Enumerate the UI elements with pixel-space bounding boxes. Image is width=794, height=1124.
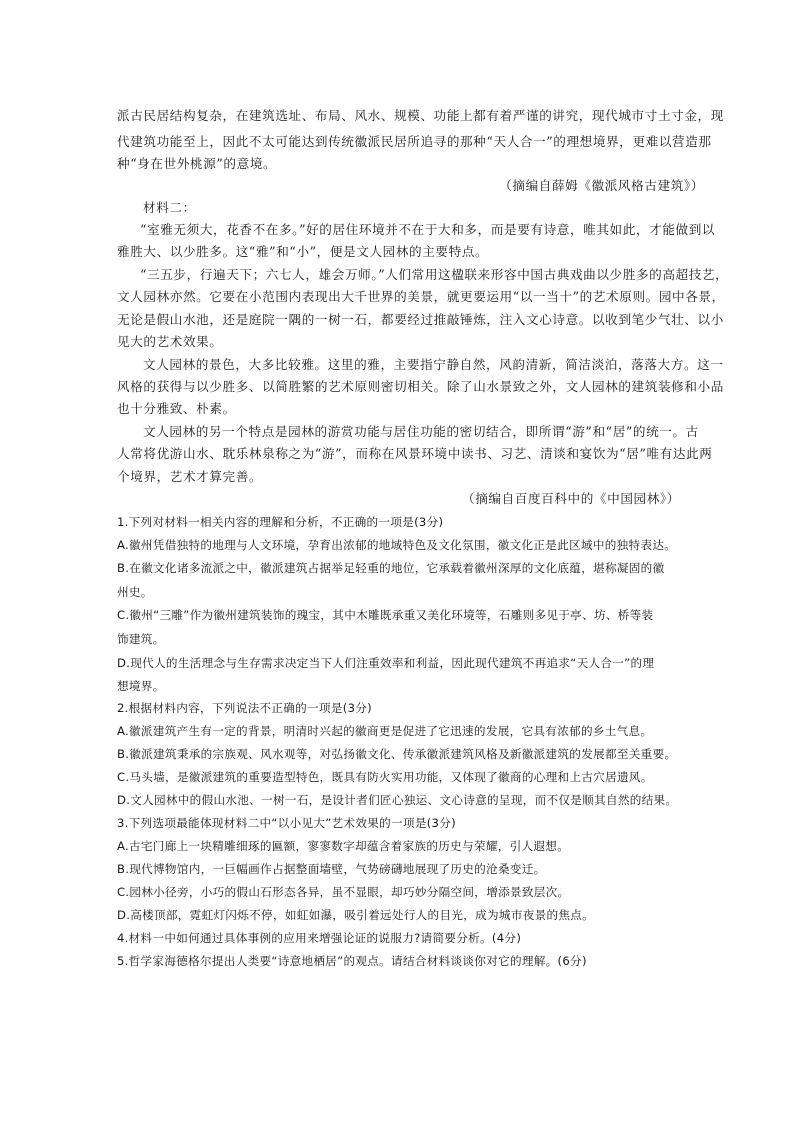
material2-line: 无论是假山水池，还是庭院一隅的一树一石，都要经过推敲锤炼，注入文心诗意。以收到笔少气壮、以小 [117,312,724,327]
material2-line: 人常将优游山水、耽乐林泉称之为“游”，而称在风景环境中读书、习艺、清谈和宴饮为“居”唯有达此两 [117,446,713,461]
question-2-option-a: A.徽派建筑产生有一定的背景，明清时兴起的徽商更是促进了它迅速的发展，它具有浓郁的乡土气息。 [117,724,653,738]
question-2-stem: 2.根据材料内容，下列说法不正确的一项是(3分) [117,701,372,715]
question-1-option-d: D.现代人的生活理念与生存需求决定当下人们注重效率和利益，因此现代建筑不再追求“天人合一”的理 [117,656,655,670]
question-2-option-d: D.文人园林中的假山水池、一树一石，是设计者们匠心独运、文心诗意的呈现，而不仅是顺其自然的结果。 [117,793,678,807]
material2-source: （摘编自百度百科中的《中国园林》） [462,491,680,506]
question-1-option-b-cont: 州史。 [117,585,153,599]
question-1-stem: 1.下列对材料一相关内容的理解和分析，不正确的一项是(3分) [117,515,444,529]
question-3-stem: 3.下列选项最能体现材料二中“以小见大”艺术效果的一项是(3分) [117,816,456,830]
material1-source: （摘编自薛姆《徽派风格古建筑》） [499,178,704,193]
material2-line: 文人园林的景色，大多比较雅。这里的雅，主要指宁静自然，风韵清新，简洁淡泊，落落大方。这一 [143,357,724,372]
question-3-option-d: D.高楼顶部，霓虹灯闪烁不停，如虹如瀑，吸引着远处行人的目光，成为城市夜景的焦点。 [117,908,595,922]
question-1-option-b: B.在徽文化诸多流派之中，徽派建筑占据举足轻重的地位，它承载着徽州深厚的文化底蕴，堪称凝固的徽 [117,561,665,575]
material2-line: “室雅无须大，花香不在多。”好的居住环境并不在于大和多，而是要有诗意，唯其如此，才能做到以 [140,222,716,237]
question-4-stem: 4.材料一中如何通过具体事例的应用来增强论证的说服力?请简要分析。(4分) [117,931,522,945]
question-1-option-c-cont: 饰建筑。 [117,632,165,646]
material1-line: 种“身在世外桃源”的意境。 [117,156,277,171]
question-2-option-b: B.徽派建筑秉承的宗族观、风水观等，对弘扬徽文化、传承徽派建筑风格及新徽派建筑的发展都至关重要。 [117,747,677,761]
material2-line: 见大的艺术效果。 [117,334,223,349]
material2-line: 个境界，艺术才算完善。 [117,469,263,484]
question-3-option-c: C.园林小径旁，小巧的假山石形态各异，虽不显眼，却巧妙分隔空间，增添景致层次。 [117,885,570,899]
question-5-stem: 5.哲学家海德格尔提出人类要“诗意地栖居”的观点。请结合材料谈谈你对它的理解。(6分) [117,954,587,968]
material2-line: 文人园林亦然。它要在小范围内表现出大千世界的美景，就更要运用“以一当十”的艺术原则。园中各景， [117,289,725,304]
material1-line: 代建筑功能至上，因此不太可能达到传统徽派民居所追寻的那种“天人合一”的理想境界，更难以营造那 [117,134,712,149]
material2-line: 雅胜大、以少胜多。这“雅”和“小”，便是文人园林的主要特点。 [117,244,489,259]
material2-line: 也十分雅致、朴素。 [117,401,236,416]
question-2-option-c: C.马头墙，是徽派建筑的重要造型特色，既具有防火实用功能，又体现了徽商的心理和上古穴居遗风。 [117,770,653,784]
question-1-option-c: C.徽州“三雕”作为徽州建筑装饰的瑰宝，其中木雕既承重又美化环境等，石雕则多见于亭、坊、桥等装 [117,608,654,622]
material2-heading: 材料二： [143,200,196,215]
material2-line: 风格的获得与以少胜多、以简胜繁的艺术原则密切相关。除了山水景致之外，文人园林的建筑装修和小品 [117,379,724,394]
question-1-option-a: A.徽州凭借独特的地理与人文环境，孕育出浓郁的地域特色及文化氛围，徽文化正是此区域中的独特表达。 [117,538,677,552]
question-3-option-b: B.现代博物馆内，一巨幅画作占据整面墙壁，气势磅礴地展现了历史的沧桑变迁。 [117,862,546,876]
material2-line: 文人园林的另一个特点是园林的游赏功能与居住功能的密切结合，即所谓“游”和“居”的统一。古 [143,424,699,439]
material2-line: “三五步，行遍天下；六七人，雄会万师。”人们常用这楹联来形容中国古典戏曲以少胜多的高超技艺， [140,267,729,282]
question-3-option-a: A.古宅门廊上一块精雕细琢的匾额，寥寥数字却蕴含着家族的历史与荣耀，引人遐想。 [117,839,570,853]
question-1-option-d-cont: 想境界。 [117,679,165,693]
material1-line: 派古民居结构复杂，在建筑选址、布局、风水、规模、功能上都有着严谨的讲究，现代城市寸土寸金，现 [117,108,724,123]
